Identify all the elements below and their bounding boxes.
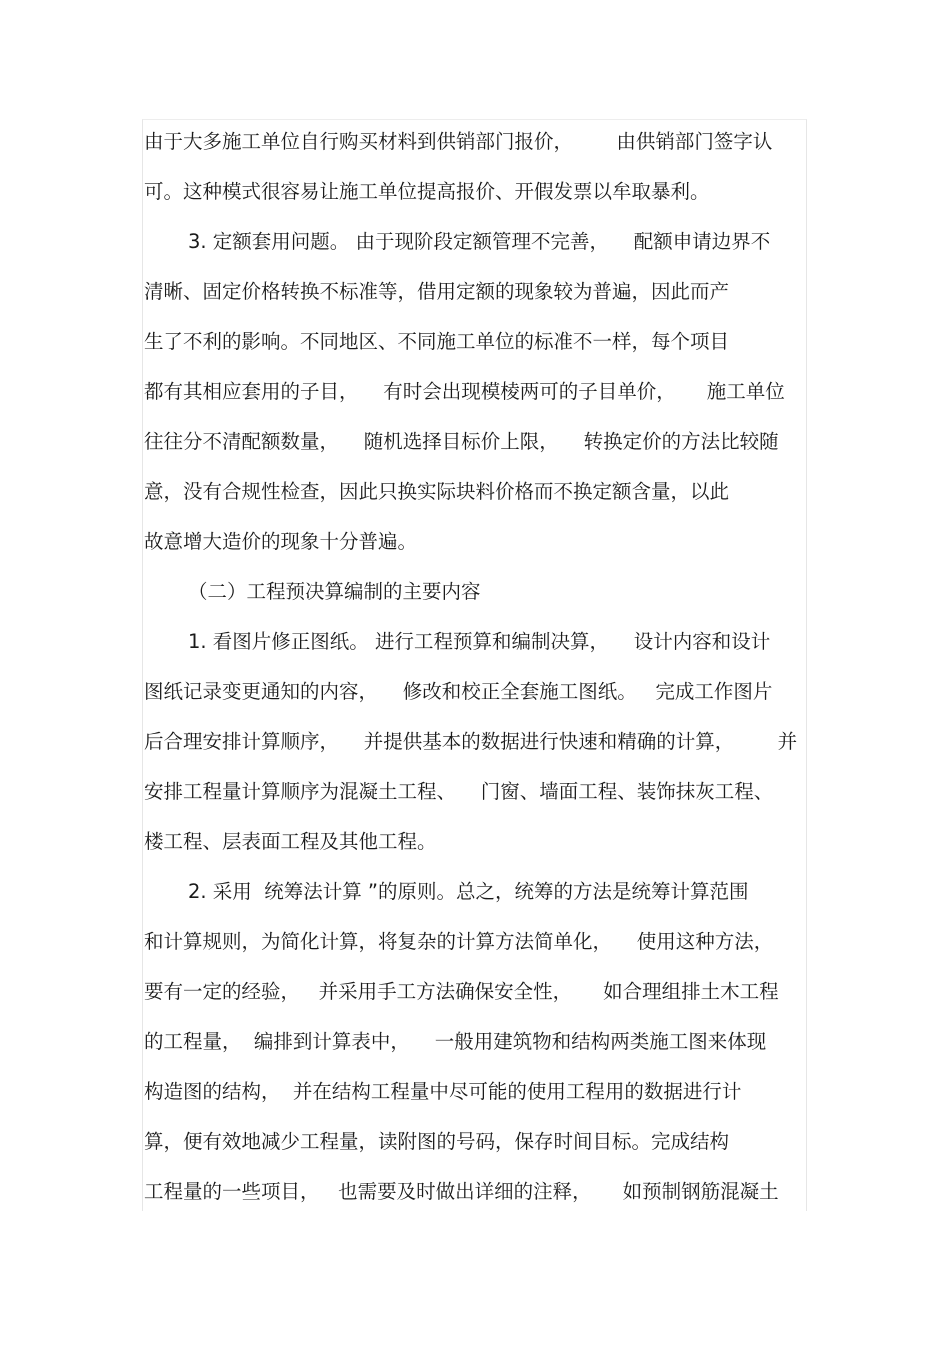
text-line: 清晰、固定价格转换不标准等，借用定额的现象较为普遍，因此而产 — [144, 280, 730, 303]
text-line: 可。这种模式很容易让施工单位提高报价、开假发票以牟取暴利。 — [144, 180, 710, 203]
text-line: 要有一定的经验， 并采用手工方法确保安全性， 如合理组排土木工程 — [144, 980, 779, 1003]
text-line: 往往分不清配额数量， 随机选择目标价上限， 转换定价的方法比较随 — [144, 430, 779, 453]
text-line: 2. 采用 统筹法计算 ”的原则。总之，统筹的方法是统筹计算范围 — [188, 880, 749, 903]
text-line: 的工程量， 编排到计算表中， 一般用建筑物和结构两类施工图来体现 — [144, 1030, 767, 1053]
section-heading: （二）工程预决算编制的主要内容 — [188, 580, 481, 603]
text-line: 后合理安排计算顺序， 并提供基本的数据进行快速和精确的计算， 并 — [144, 730, 798, 753]
text-line: 构造图的结构， 并在结构工程量中尽可能的使用工程用的数据进行计 — [144, 1080, 742, 1103]
text-line: 和计算规则，为简化计算，将复杂的计算方法简单化， 使用这种方法， — [144, 930, 774, 953]
text-line: 安排工程量计算顺序为混凝土工程、 门窗、墙面工程、装饰抹灰工程、 — [144, 780, 774, 803]
text-line: 1. 看图片修正图纸。 进行工程预算和编制决算， 设计内容和设计 — [188, 630, 771, 653]
text-line: 由于大多施工单位自行购买材料到供销部门报价， 由供销部门签字认 — [144, 130, 773, 153]
text-line: 楼工程、层表面工程及其他工程。 — [144, 830, 437, 853]
text-line: 算，便有效地减少工程量，读附图的号码，保存时间目标。完成结构 — [144, 1130, 730, 1153]
text-line: 工程量的一些项目， 也需要及时做出详细的注释， 如预制钢筋混凝土 — [144, 1180, 779, 1203]
text-line: 都有其相应套用的子目， 有时会出现模棱两可的子目单价， 施工单位 — [144, 380, 785, 403]
document-body — [144, 117, 806, 1217]
text-line: 图纸记录变更通知的内容， 修改和校正全套施工图纸。 完成工作图片 — [144, 680, 773, 703]
text-line: 3. 定额套用问题。 由于现阶段定额管理不完善， 配额申请边界不 — [188, 230, 771, 253]
text-line: 生了不利的影响。不同地区、不同施工单位的标准不一样，每个项目 — [144, 330, 730, 353]
text-line: 意，没有合规性检查，因此只换实际块料价格而不换定额含量，以此 — [144, 480, 730, 503]
text-line: 故意增大造价的现象十分普遍。 — [144, 530, 418, 553]
